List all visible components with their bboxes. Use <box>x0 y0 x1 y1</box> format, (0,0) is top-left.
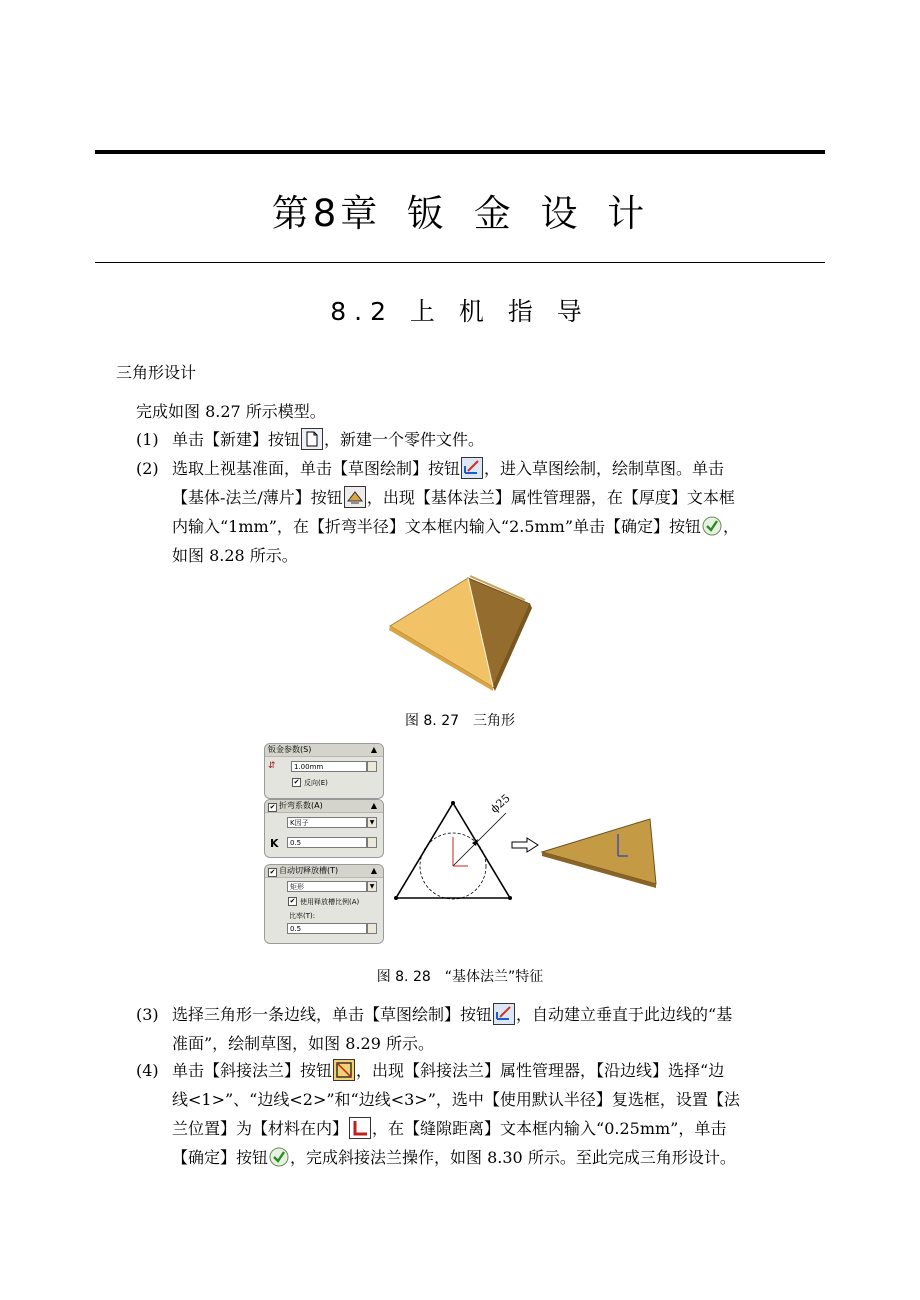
k-label: K <box>270 837 279 850</box>
chevron-down-icon[interactable]: ▼ <box>367 881 377 892</box>
collapse-icon[interactable]: ▲ <box>370 801 377 810</box>
group-title: 自动切释放槽(T) <box>279 866 339 875</box>
thickness-field[interactable]: 1.00mm <box>291 761 367 772</box>
base-flange-icon <box>344 486 366 508</box>
use-relief-ratio-label: 使用释放槽比例(A) <box>300 898 360 906</box>
thickness-spinner[interactable] <box>367 761 377 772</box>
group-checkbox[interactable]: ✔ <box>269 868 276 876</box>
section-title: 8.2 上 机 指 导 <box>330 297 590 326</box>
bend-allowance-group <box>264 799 384 858</box>
step-4-text: 单击【斜接法兰】按钮 ，出现【斜接法兰】属性管理器，【沿边线】选择“边 线<1>”、“边线<2>”和“边线<3>”，选中【使用默认半径】复选框，设置【法 兰位置】为【材料在内】 ，在【缝隙距离】文本框内输入“0.25mm”，单击 【确定】按钮 ，完成斜接法兰操作，如图 8.30 所示。至此完成三角形设计。 <box>172 1061 740 1167</box>
relief-type-select[interactable]: 矩形 <box>287 881 367 892</box>
group-title: 钣金参数(S) <box>268 745 312 754</box>
miter-flange-icon <box>333 1059 355 1081</box>
new-file-icon <box>301 428 323 450</box>
ok-check-icon <box>702 516 722 536</box>
k-factor-field[interactable]: 0.5 <box>287 837 367 848</box>
ratio-label: 比率(T): <box>289 912 316 920</box>
step-3-text: 选择三角形一条边线，单击【草图绘制】按钮 ，自动建立垂直于此边线的“基 准面”，绘制草图，如图 8.29 所示。 <box>172 1005 733 1053</box>
step-number: (1) <box>136 430 159 449</box>
diameter-dimension: ϕ25 <box>488 791 513 816</box>
sketch-icon <box>493 1003 515 1025</box>
reverse-label: 反向(E) <box>304 779 328 787</box>
arrow-right-icon <box>511 837 539 853</box>
chapter-bottom-rule <box>95 262 825 263</box>
chevron-down-icon[interactable]: ▼ <box>367 817 377 828</box>
base-flange-result-figure <box>538 816 662 890</box>
step-number: (3) <box>136 1005 159 1024</box>
step-1-text: 单击【新建】按钮 ，新建一个零件文件。 <box>172 430 485 449</box>
bend-allowance-select[interactable]: K因子 <box>287 817 367 828</box>
thickness-icon: ⇵ <box>268 761 276 771</box>
figure-caption: 图 8. 27 三角形 <box>404 713 516 729</box>
auto-relief-group <box>264 864 384 944</box>
sheet-metal-params-group <box>264 743 384 799</box>
reverse-checkbox[interactable]: ✔ <box>293 778 300 786</box>
k-factor-spinner[interactable] <box>367 837 377 848</box>
group-title: 折弯系数(A) <box>279 801 323 810</box>
ok-check-icon <box>269 1147 289 1167</box>
step-number: (2) <box>136 459 159 478</box>
step-number: (4) <box>136 1061 159 1080</box>
pyramid-model-figure <box>385 572 535 692</box>
material-inside-icon <box>349 1117 371 1139</box>
group-checkbox[interactable]: ✔ <box>269 803 276 811</box>
collapse-icon[interactable]: ▲ <box>370 866 377 875</box>
subsection-heading: 三角形设计 <box>116 363 197 382</box>
collapse-icon[interactable]: ▲ <box>370 745 377 754</box>
figure-caption: 图 8. 28 “基体法兰”特征 <box>376 969 544 985</box>
ratio-field[interactable]: 0.5 <box>287 923 367 934</box>
intro-paragraph: 完成如图 8.27 所示模型。 <box>136 402 326 421</box>
chapter-title: 第8章 钣 金 设 计 <box>271 192 649 235</box>
use-relief-ratio-checkbox[interactable]: ✔ <box>289 897 296 905</box>
chapter-top-rule <box>95 150 825 154</box>
sketch-icon <box>461 457 483 479</box>
ratio-spinner[interactable] <box>367 923 377 934</box>
step-2-text: 选取上视基准面，单击【草图绘制】按钮 ，进入草图绘制，绘制草图。单击 【基体-法兰/薄片】按钮 ，出现【基体法兰】属性管理器，在【厚度】文本框 内输入“1mm”，在【折弯半径】文本框内输入“2.5mm”单击【确定】按钮 ， 如图 8.28 所示。 <box>172 459 740 565</box>
